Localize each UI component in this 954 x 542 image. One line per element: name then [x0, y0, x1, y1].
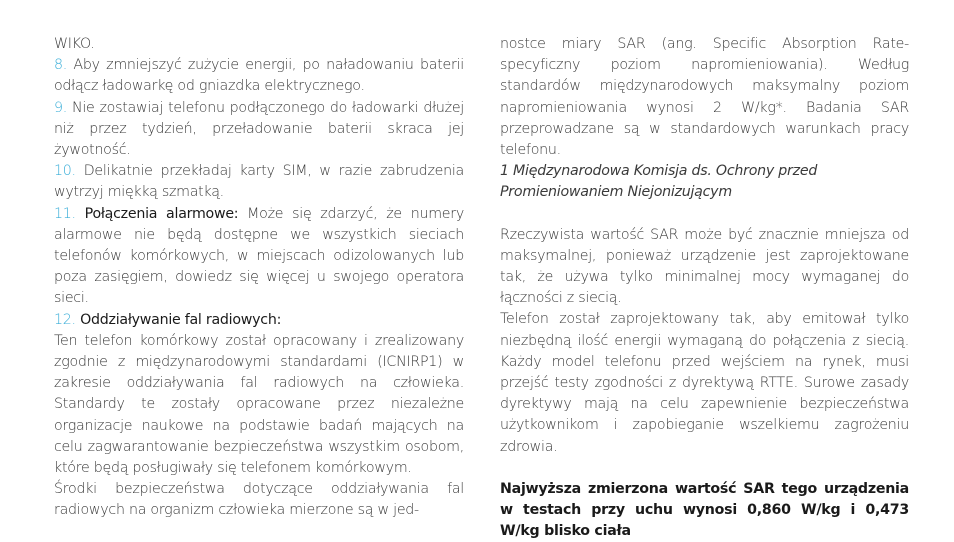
body-paragraph: Telefon został zaprojektowany tak, aby emitował tylko niezbędną ilość energii wymaganą do połączenia z siecią. Każdy model telefonu przed wejściem na rynek, musi przejść testy zgodności z dyrektywą RTTE. Surowe zasady dyrektywy mają na celu zapewnienie bezpieczeństwa użytkownikom i zapobieganie wszelkiemu zagrożeniu zdrowia.	[500, 311, 909, 455]
list-item	[54, 98, 464, 162]
body-paragraph: Rzeczywista wartość SAR może być znacznie mniejsza od maksymalnej, ponieważ urządzenie jest zaprojektowane tak, że używa tylko minimalnej mocy wymaganej do łączności z siecią.	[500, 226, 909, 307]
sar-value-statement: Najwyższa zmierzona wartość SAR tego urządzenia w testach przy uchu wynosi 0,860 W/kg i 0,473 W/kg blisko ciała	[500, 480, 909, 540]
item-heading: Oddziaływanie fal radiowych:	[75, 311, 282, 328]
footnote	[500, 161, 909, 203]
paragraph-gap	[500, 458, 909, 479]
list-item	[54, 161, 464, 203]
intro-text: WIKO.	[54, 36, 95, 52]
item-number: 8.	[54, 57, 68, 74]
list-item	[54, 55, 464, 97]
list-item	[54, 204, 464, 310]
item-number: 11.	[54, 205, 76, 222]
item-text: Nie zostawiaj telefonu podłączonego do ładowarki dłużej niż przez tydzień, przeładowanie baterii skraca jej żywotność.	[54, 99, 464, 159]
item-heading: Połączenia alarmowe:	[75, 205, 239, 222]
body-paragraph: nostce miary SAR (ang. Specific Absorption Rate-specyficzny poziom napromieniowania). Według standardów międzynarodowych maksymalny poziom napromieniowania wynosi 2 W/kg*. Badania SAR przeprowadzane są w standardowych warunkach pracy telefonu.	[500, 36, 909, 159]
body-paragraph: Środki bezpieczeństwa dotyczące oddziaływania fal radiowych na organizm człowieka mierzone są w jed-	[54, 481, 464, 519]
left-column	[54, 34, 464, 522]
paragraph-gap	[500, 204, 909, 225]
item-number: 9.	[54, 99, 68, 116]
footnote-line: Promieniowaniem Niejonizującym	[500, 184, 732, 201]
item-text: Aby zmniejszyć zużycie energii, po naładowaniu baterii odłącz ładowarkę od gniazdka elektrycznego.	[54, 57, 464, 95]
item-number: 12.	[54, 311, 76, 328]
footnote-line: 1 Międzynarodowa Komisja ds. Ochrony przed	[500, 163, 818, 180]
body-paragraph: Ten telefon komórkowy został opracowany i zrealizowany zgodnie z międzynarodowymi standardami (ICNIRP1) w zakresie oddziaływania fal radiowych na człowieka. Standardy te zostały opracowane przez niezależne organizacje naukowe na podstawie badań mających na celu zagwarantowanie bezpieczeństwa wszystkim osobom, które będą posługiwały się telefonem komórkowym.	[54, 332, 464, 477]
right-column	[500, 34, 909, 542]
item-text: Delikatnie przekładaj karty SIM, w razie zabrudzenia wytrzyj miękką szmatką.	[54, 163, 464, 201]
item-text: Może się zdarzyć, że numery alarmowe nie będą dostępne we wszystkich sieciach telefonów komórkowych, w miejscach odizolowanych lub poza zasięgiem, dowiedz się więcej u swojego operatora sieci.	[54, 205, 465, 307]
list-item	[54, 310, 464, 331]
item-number: 10.	[54, 163, 76, 180]
